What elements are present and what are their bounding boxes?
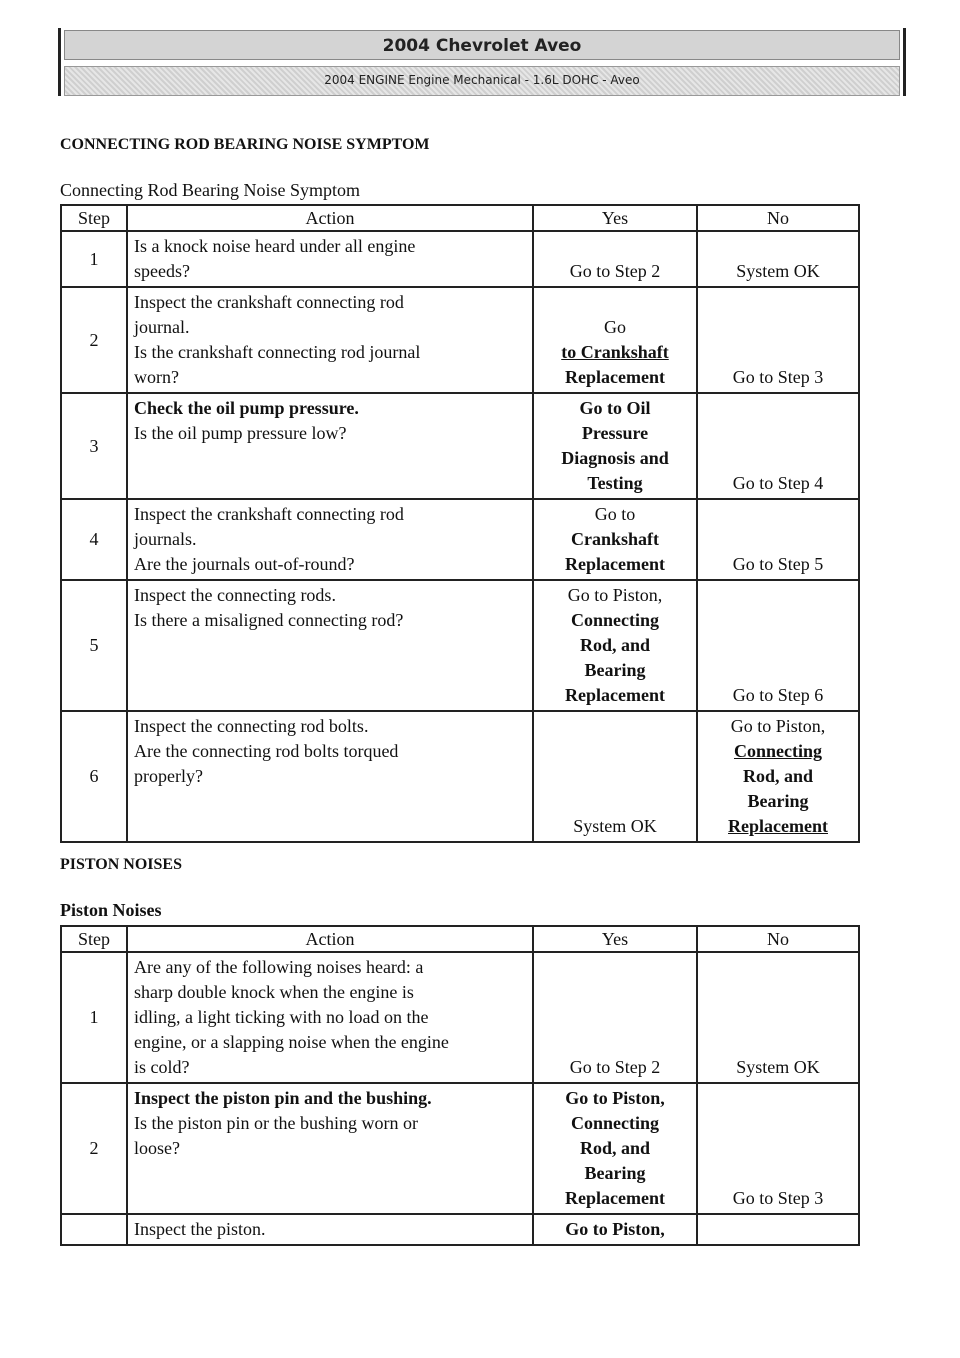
yes-line: System OK [573,816,657,836]
table-row [61,231,859,287]
action-cell [127,231,533,287]
no-cell [697,287,859,393]
piston-noises-table [60,925,860,1246]
step-number: 4 [61,499,127,580]
action-line: speeds? [134,261,190,281]
yes-line[interactable]: Go to Oil [579,398,651,418]
action-cell [127,952,533,1083]
table-row [61,1214,859,1245]
action-line: sharp double knock when the engine is [134,982,414,1002]
yes-cell [533,231,697,287]
action-line: engine, or a slapping noise when the engine [134,1032,449,1052]
no-cell [697,952,859,1083]
action-line: Is the oil pump pressure low? [134,423,347,443]
action-line: idling, a light ticking with no load on the [134,1007,429,1027]
table-header-row [61,205,859,231]
page-header [58,28,906,96]
header-subtitle-bar [64,66,900,96]
no-cell [697,711,859,842]
yes-line[interactable]: Go to Piston, [565,1088,665,1108]
table-row [61,287,859,393]
no-line[interactable]: Replacement [728,816,828,836]
action-line: Are any of the following noises heard: a [134,957,424,977]
action-line: journal. [134,317,190,337]
header-title: 2004 Chevrolet Aveo [382,36,582,56]
no-line: Go to Step 4 [732,473,824,493]
action-cell [127,1083,533,1214]
yes-cell [533,499,697,580]
action-cell [127,393,533,499]
yes-line[interactable]: Rod, and [579,1138,651,1158]
yes-cell [533,580,697,711]
step-number: 2 [61,287,127,393]
yes-line[interactable]: Connecting [570,1113,659,1133]
no-line: System OK [736,1057,820,1077]
action-cell [127,711,533,842]
column-header-step: Step [61,205,127,231]
yes-cell [533,287,697,393]
table-row [61,580,859,711]
action-line: Is there a misaligned connecting rod? [134,610,404,630]
action-line: properly? [134,766,203,786]
yes-line[interactable]: Replacement [565,685,665,705]
action-line: Inspect the piston. [134,1219,266,1239]
no-cell [697,231,859,287]
yes-line: Go to Step 2 [569,261,661,281]
yes-line[interactable]: Replacement [565,554,665,574]
column-header-step: Step [61,926,127,952]
step-number [61,1214,127,1245]
yes-cell [533,1214,697,1245]
yes-line[interactable]: Replacement [565,1188,665,1208]
action-line: Is the piston pin or the bushing worn or [134,1113,418,1133]
step-number: 3 [61,393,127,499]
column-header-no: No [697,926,859,952]
action-line: Are the connecting rod bolts torqued [134,741,399,761]
header-left-rule [58,28,61,96]
no-line[interactable]: Connecting [733,741,822,761]
step-number: 2 [61,1083,127,1214]
action-line: Inspect the crankshaft connecting rod [134,292,404,312]
section-heading-piston: PISTON NOISES [60,856,182,873]
no-line: Go to Step 3 [732,1188,824,1208]
column-header-no: No [697,205,859,231]
action-line: worn? [134,367,179,387]
column-header-action: Action [127,205,533,231]
column-header-action: Action [127,926,533,952]
no-cell [697,393,859,499]
step-number: 1 [61,231,127,287]
action-line: Inspect the connecting rods. [134,585,336,605]
no-line: Go to Piston, [730,716,826,736]
yes-line: Go to Step 2 [569,1057,661,1077]
table-row [61,952,859,1083]
no-line: Go to Step 6 [732,685,824,705]
action-cell [127,499,533,580]
action-cell [127,287,533,393]
yes-line: Go to [594,504,636,524]
action-line: Is a knock noise heard under all engine [134,236,416,256]
table-caption-rod-bearing: Connecting Rod Bearing Noise Symptom [60,180,360,200]
no-cell [697,499,859,580]
action-cell [127,580,533,711]
column-header-yes: Yes [533,926,697,952]
yes-line[interactable]: Bearing [584,660,646,680]
column-header-yes: Yes [533,205,697,231]
action-cell [127,1214,533,1245]
yes-line[interactable]: Testing [587,473,643,493]
no-cell [697,580,859,711]
step-number: 6 [61,711,127,842]
table-row [61,1083,859,1214]
action-line: Inspect the connecting rod bolts. [134,716,369,736]
yes-line[interactable]: Pressure [581,423,649,443]
action-line: Inspect the piston pin and the bushing. [134,1088,432,1108]
header-right-rule [903,28,906,96]
action-line: loose? [134,1138,180,1158]
action-line: journals. [134,529,197,549]
table-caption-piston: Piston Noises [60,900,162,920]
step-number: 5 [61,580,127,711]
yes-cell [533,711,697,842]
table-row [61,499,859,580]
action-line: Inspect the crankshaft connecting rod [134,504,404,524]
action-line: Is the crankshaft connecting rod journal [134,342,421,362]
yes-line[interactable]: Bearing [584,1163,646,1183]
header-subtitle: 2004 ENGINE Engine Mechanical - 1.6L DOHC - Aveo [324,73,640,87]
table-row [61,711,859,842]
action-line: is cold? [134,1057,190,1077]
yes-cell [533,1083,697,1214]
yes-line[interactable]: Go to Piston, [565,1219,665,1239]
yes-line[interactable]: to Crankshaft [561,342,669,362]
yes-line[interactable]: Diagnosis and [561,448,669,468]
no-cell [697,1083,859,1214]
no-line[interactable]: Bearing [747,791,809,811]
table-header-row [61,926,859,952]
rod-bearing-noise-table [60,204,860,843]
action-line: Are the journals out-of-round? [134,554,355,574]
table-row [61,393,859,499]
no-line: System OK [736,261,820,281]
no-line: Go to Step 3 [732,367,824,387]
yes-line[interactable]: Connecting [570,610,659,630]
yes-line[interactable]: Rod, and [579,635,651,655]
yes-line: Go [604,317,626,337]
no-line: Go to Step 5 [732,554,824,574]
yes-cell [533,952,697,1083]
action-line: Check the oil pump pressure. [134,398,359,418]
step-number: 1 [61,952,127,1083]
section-heading-rod-bearing: CONNECTING ROD BEARING NOISE SYMPTOM [60,136,430,153]
yes-line[interactable]: Replacement [565,367,665,387]
yes-line: Go to Piston, [567,585,663,605]
no-line[interactable]: Rod, and [742,766,814,786]
yes-cell [533,393,697,499]
header-title-bar [64,30,900,60]
yes-line[interactable]: Crankshaft [570,529,659,549]
no-cell [697,1214,859,1245]
